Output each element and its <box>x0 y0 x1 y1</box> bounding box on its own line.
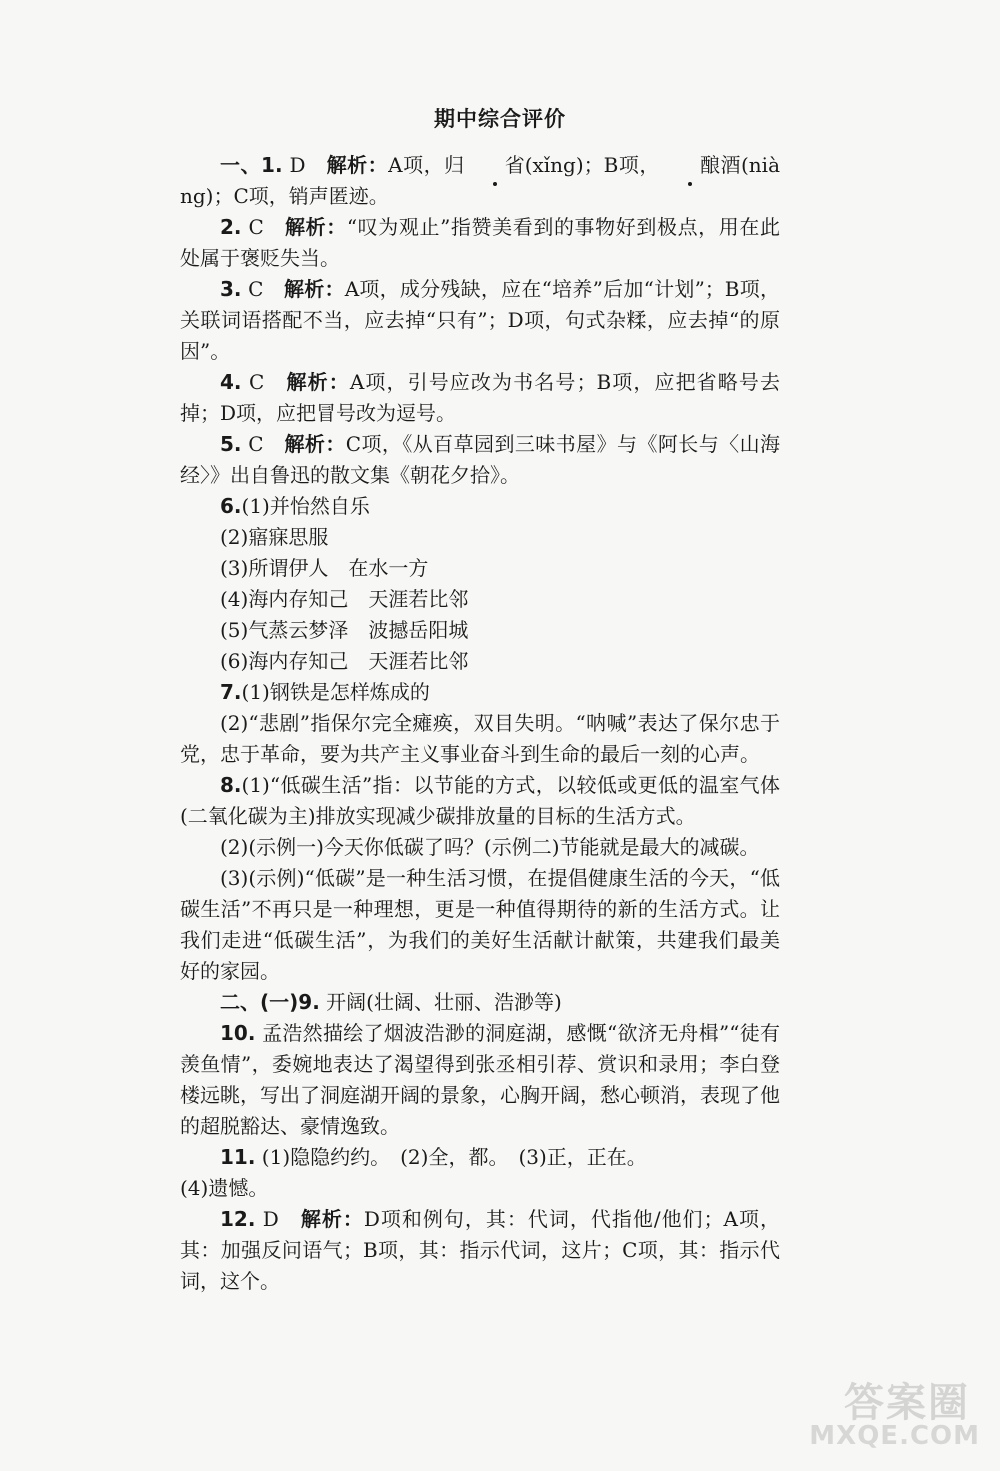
answer-2-choice: C <box>241 215 285 239</box>
answer-1-dotted-char-b: 酿 <box>660 150 720 181</box>
answer-6-3: (3)所谓伊人 在水一方 <box>220 556 429 580</box>
answer-3-text: A项，成分残缺，应在“培养”后加“计划”；B项，关联词语搭配不当，应去掉“只有”；D项，句式杂糅，应去掉“的原因”。 <box>180 277 781 363</box>
answer-12 <box>180 1204 780 1297</box>
answer-3-keyword: 解析： <box>283 277 345 301</box>
answer-9 <box>180 987 780 1018</box>
answer-2-keyword: 解析： <box>285 215 347 239</box>
answer-5 <box>180 429 780 491</box>
answer-1-text-c: 酒(niàng)；C项，销声匿迹。 <box>180 153 780 208</box>
answer-10 <box>180 1018 780 1142</box>
answer-6-4: (4)海内存知己 天涯若比邻 <box>220 587 469 611</box>
answer-6-1-text: (1)并怡然自乐 <box>241 494 370 518</box>
answer-5-number: 5. <box>220 432 242 456</box>
answer-8-number: 8. <box>220 773 242 797</box>
answer-4 <box>180 367 780 429</box>
answer-7-2: (2)“悲剧”指保尔完全瘫痪，双目失明。“呐喊”表达了保尔忠于党，忠于革命，要为共产主义事业奋斗到生命的最后一刻的心声。 <box>180 711 780 766</box>
answer-11-number: 11. <box>220 1145 256 1169</box>
answer-2-text: “叹为观止”指赞美看到的事物好到极点，用在此处属于褒贬失当。 <box>180 215 781 270</box>
answer-10-number: 10. <box>220 1021 256 1045</box>
answer-8-1-text: (1)“低碳生活”指：以节能的方式，以较低或更低的温室气体(二氧化碳为主)排放实现减少碳排放量的目标的生活方式。 <box>180 773 780 828</box>
answer-6-1 <box>180 491 780 522</box>
answer-11-4: (4)遗憾。 <box>180 1176 269 1200</box>
answer-content <box>180 150 780 1297</box>
answer-12-keyword: 解析： <box>300 1207 364 1231</box>
watermark-url: MXQE.COM <box>809 1421 980 1451</box>
answer-5-text: C项，《从百草园到三味书屋》与《阿长与〈山海经〉》出自鲁迅的散文集《朝花夕拾》。 <box>180 432 780 487</box>
answer-4-number: 4. <box>220 370 242 394</box>
answer-10-text: 孟浩然描绘了烟波浩渺的洞庭湖，感慨“欲济无舟楫”“徒有羡鱼情”，委婉地表达了渴望得到张丞相引荐、赏识和录用；李白登楼远眺，写出了洞庭湖开阔的景象，心胸开阔，愁心顿消，表现了他的超脱豁达、豪情逸致。 <box>180 1021 780 1138</box>
answer-5-keyword: 解析： <box>284 432 346 456</box>
answer-7-1 <box>180 677 780 708</box>
answer-5-choice: C <box>241 432 285 456</box>
answer-2 <box>180 212 780 274</box>
answer-1-text-b: (xǐng)；B项， <box>524 153 660 177</box>
answer-7-1-text: (1)钢铁是怎样炼成的 <box>241 680 430 704</box>
answer-9-number: 二、(一)9. <box>220 990 320 1014</box>
answer-2-number: 2. <box>220 215 242 239</box>
answer-1-choice: D <box>282 153 327 177</box>
answer-1-dotted-char-a: 省 <box>465 150 525 181</box>
page-title: 期中综合评价 <box>434 107 566 131</box>
answer-1 <box>180 150 780 212</box>
site-watermark <box>750 1371 980 1451</box>
answer-6-6: (6)海内存知己 天涯若比邻 <box>220 649 469 673</box>
answer-12-number: 12. <box>220 1207 256 1231</box>
answer-6-5: (5)气蒸云梦泽 波撼岳阳城 <box>220 618 469 642</box>
answer-6-2: (2)寤寐思服 <box>220 525 329 549</box>
answer-8-1 <box>180 770 780 832</box>
answer-7-number: 7. <box>220 680 242 704</box>
answer-11-text: (1)隐隐约约。 (2)全，都。 (3)正，正在。 <box>255 1145 647 1169</box>
answer-3-choice: C <box>241 277 284 301</box>
answer-3-number: 3. <box>220 277 242 301</box>
answer-6-number: 6. <box>220 494 242 518</box>
answer-1-keyword: 解析： <box>326 153 389 177</box>
answer-8-3: (3)(示例)“低碳”是一种生活习惯，在提倡健康生活的今天，“低碳生活”不再只是一种理想，更是一种值得期待的新的生活方式。让我们走进“低碳生活”，为我们的美好生活献计献策，共建我们最美好的家园。 <box>180 866 780 983</box>
answer-4-choice: C <box>241 370 287 394</box>
answer-3 <box>180 274 780 367</box>
watermark-logo-text: 答案圈 <box>844 1380 970 1426</box>
answer-1-text-a: A项，归 <box>388 153 465 177</box>
answer-4-text: A项，引号应改为书名号；B项，应把省略号去掉；D项，应把冒号改为逗号。 <box>180 370 780 425</box>
answer-9-text: 开阔(壮阔、壮丽、浩渺等) <box>319 990 562 1014</box>
answer-4-keyword: 解析： <box>286 370 350 394</box>
answer-11 <box>180 1142 780 1173</box>
answer-12-choice: D <box>255 1207 301 1231</box>
answer-1-number: 一、1. <box>220 153 283 177</box>
answer-12-text: D项和例句，其：代词，代指他/他们；A项，其：加强反问语气；B项，其：指示代词，这片；C项，其：指示代词，这个。 <box>180 1207 780 1293</box>
answer-8-2: (2)(示例一)今天你低碳了吗？(示例二)节能就是最大的减碳。 <box>220 835 760 859</box>
